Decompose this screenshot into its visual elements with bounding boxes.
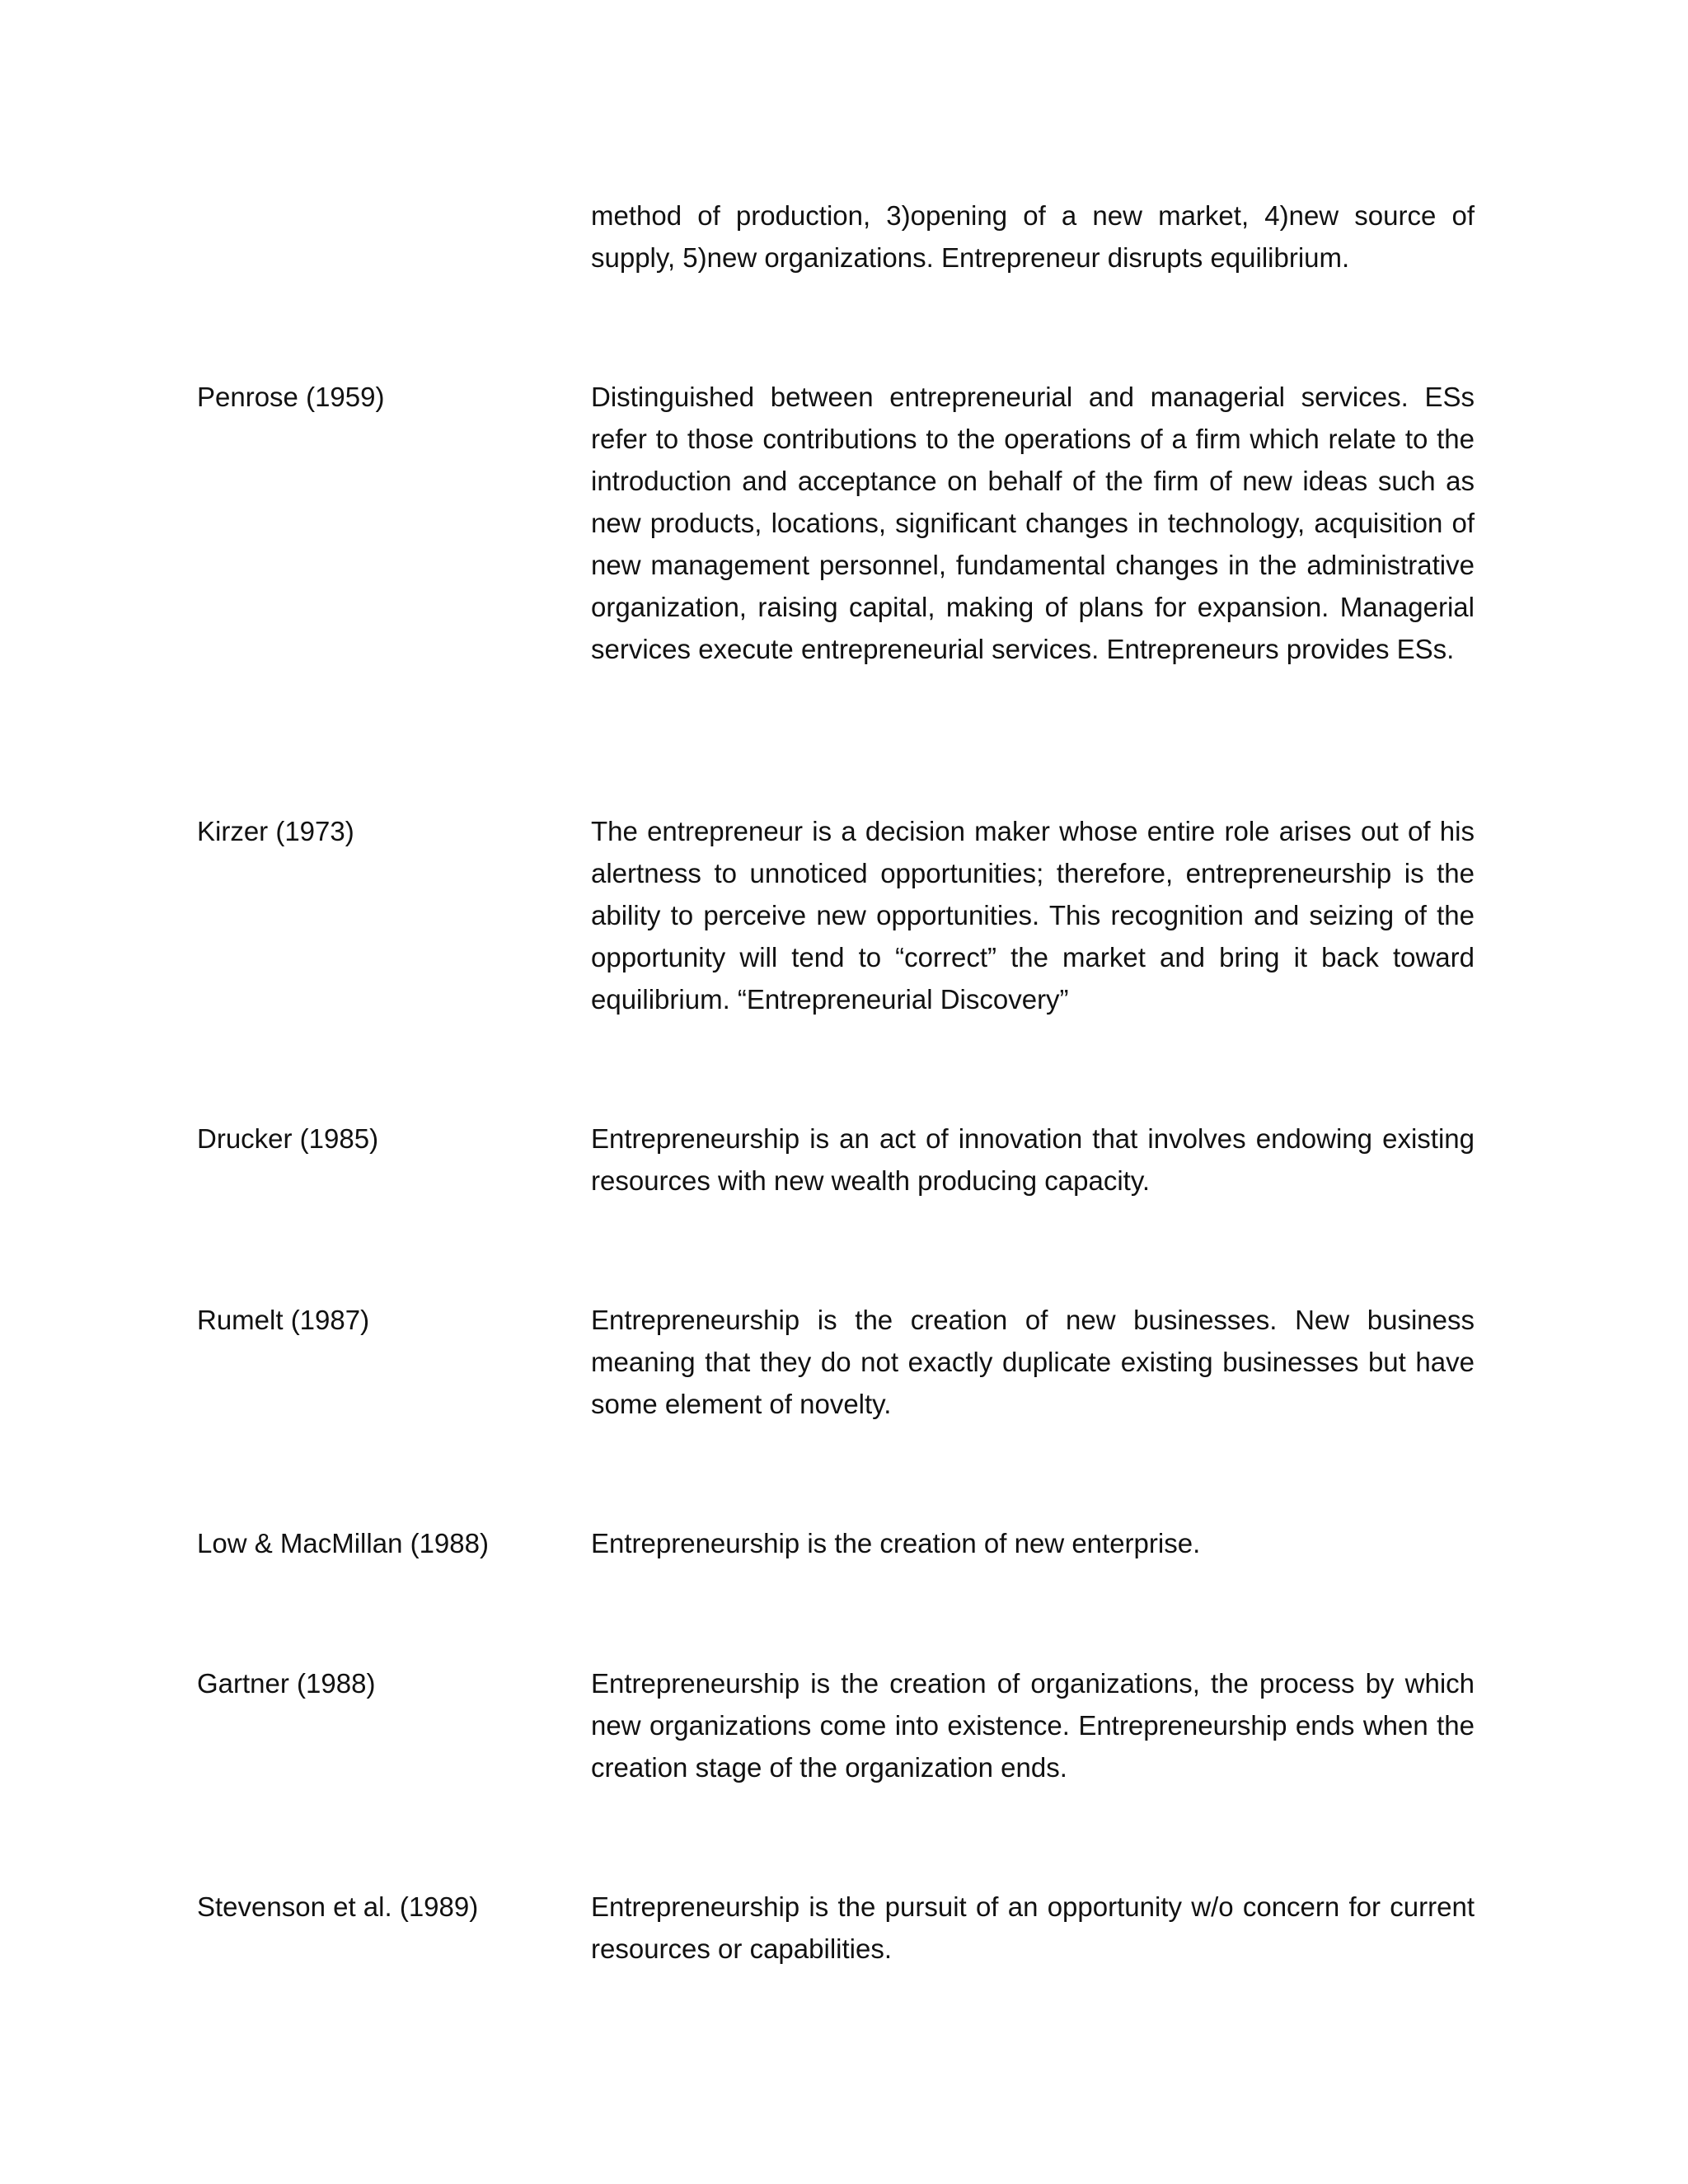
entry-definition: Entrepreneurship is the creation of organizations, the process by which new organizations come into existence. Entrepreneurship ends when the creation stage of the organization ends. [591,1668,1475,1783]
entry-definition: Entrepreneurship is an act of innovation that involves endowing existing resources with new wealth producing capacity. [591,1123,1475,1196]
entry-definition: The entrepreneur is a decision maker whose entire role arises out of his alertness to unnoticed opportunities; therefore, entrepreneurship is the ability to perceive new opportunities. This recognition and seizing of the opportunity will tend to “correct” the market and bring it back toward equilibrium. “Entrepreneurial Discovery” [591,816,1475,1015]
continuation-text: method of production, 3)opening of a new market, 4)new source of supply, 5)new organizations. Entrepreneur disrupts equilibrium. [591,200,1475,273]
entry-author: Kirzer (1973) [197,816,354,846]
entry-author: Gartner (1988) [197,1668,376,1699]
entry-definition: Entrepreneurship is the creation of new enterprise. [591,1528,1201,1558]
entry-definition: Entrepreneurship is the creation of new businesses. New business meaning that they do not exactly duplicate existing businesses but have some element of novelty. [591,1305,1475,1419]
entry-definition: Distinguished between entrepreneurial and managerial services. ESs refer to those contributions to the operations of a firm which relate to the introduction and acceptance on behalf of the firm of new ideas such as new products, locations, significant changes in technology, acquisition of new management personnel, fundamental changes in the administrative organization, raising capital, making of plans for expansion. Managerial services execute entrepreneurial services. Entrepreneurs provides ESs. [591,382,1475,664]
entry-author: Rumelt (1987) [197,1305,370,1335]
entry-author: Stevenson et al. (1989) [197,1891,479,1922]
entry-definition: Entrepreneurship is the pursuit of an opportunity w/o concern for current resources or capabilities. [591,1891,1475,1964]
entry-author: Low & MacMillan (1988) [197,1528,489,1558]
entry-author: Penrose (1959) [197,382,385,412]
entry-author: Drucker (1985) [197,1123,379,1154]
